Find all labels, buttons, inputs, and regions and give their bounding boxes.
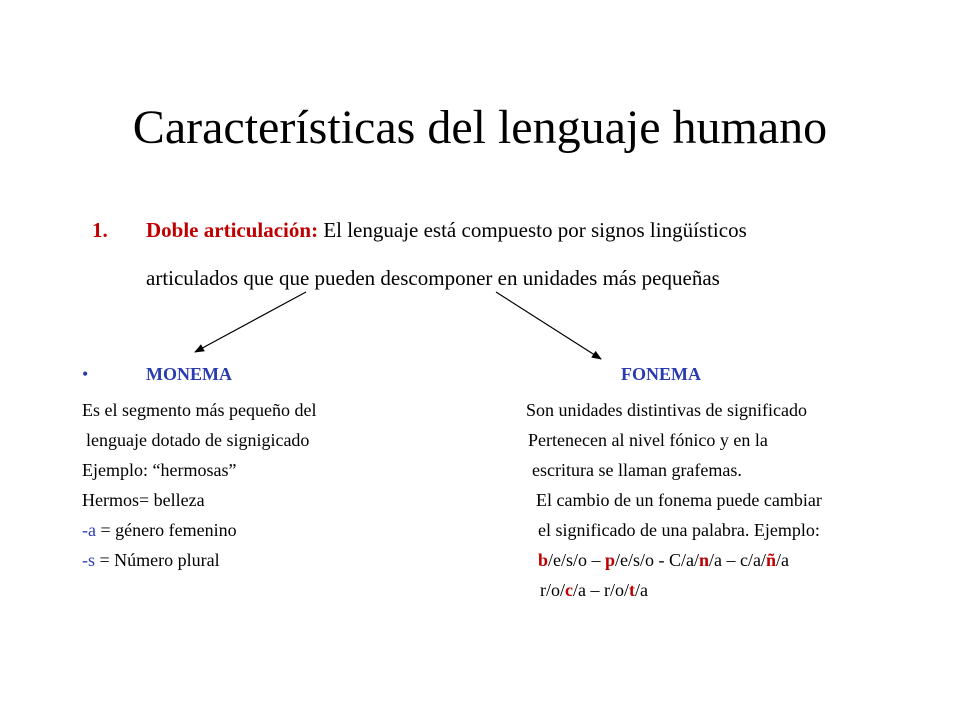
monema-line-5-prefix: - [82,520,88,540]
fonema-line-3: escritura se llaman grafemas. [532,460,742,480]
fonema-example-2 [540,577,648,603]
letter-t: t [629,580,635,600]
example-1-part-2: /e/s/o - C/a/ [615,550,700,570]
fonema-line-4: El cambio de un fonema puede cambiar [536,490,822,510]
monema-line-5-letter: a [88,520,96,540]
letter-p: p [605,550,616,570]
example-1-part-1: /e/s/o – [548,550,606,570]
list-item-line-2: articulados que que pueden descomponer en unidades más pequeñas [146,266,720,290]
monema-line-1: Es el segmento más pequeño del [82,400,317,420]
example-2-part-1: r/o/ [540,580,565,600]
monema-line-6 [82,547,220,573]
example-1-part-4: /a [776,550,790,570]
list-number: 1. [92,218,108,242]
list-item-line-1 [92,216,747,244]
letter-enye: ñ [766,550,777,570]
list-heading: Doble articulación: [146,218,319,242]
example-2-part-3: /a [635,580,648,600]
example-1-part-3: /a – c/a/ [709,550,767,570]
bullet-icon: • [82,364,89,384]
fonema-heading: FONEMA [621,364,701,384]
monema-heading: MONEMA [146,364,232,384]
fonema-line-2: Pertenecen al nivel fónico y en la [528,430,768,450]
fonema-example-1 [538,547,789,573]
monema-line-2: lenguaje dotado de signigicado [86,430,310,450]
letter-n: n [699,550,710,570]
monema-line-6-rest: = Número plural [95,550,220,570]
monema-line-4: Hermos= belleza [82,490,205,510]
arrow-to-monema [195,292,306,352]
monema-line-5-rest: = género femenino [96,520,237,540]
monema-line-3: Ejemplo: “hermosas” [82,460,237,480]
fonema-line-1: Son unidades distintivas de significado [526,400,807,420]
monema-line-5 [82,517,237,543]
example-2-part-2: /a – r/o/ [573,580,629,600]
list-text-1: El lenguaje está compuesto por signos lingüísticos [318,218,747,242]
letter-c: c [565,580,573,600]
letter-b: b [538,550,549,570]
arrow-to-fonema [496,292,601,359]
slide-title: Características del lenguaje humano [132,101,828,154]
monema-line-6-letter: s [88,550,96,570]
monema-line-6-prefix: - [82,550,88,570]
fonema-line-5: el significado de una palabra. Ejemplo: [538,520,820,540]
